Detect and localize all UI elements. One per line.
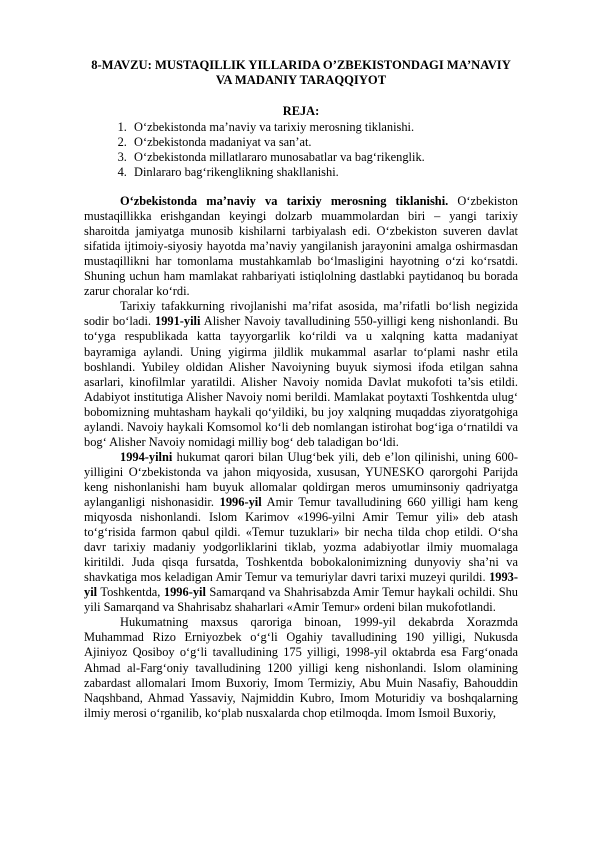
text-run: Toshkentda, [97,585,164,600]
text-run: hukumat qarori bilan Ulug‘bek yili, deb e’lon qilinishi, uning 600-yilligini O‘zbekistonda va jahon miqyosida, xususan, YUNESKO qarorgohi Parijda keng nishonlanishi ham buyuk allomalar qoldirgan meros umuminsoniy qadriyatga aylanganligi nishonasidir. [84,449,518,509]
body-text [84,194,518,721]
paragraph [84,615,518,720]
heading-run: O‘zbekistonda ma’naviy va tarixiy merosning tiklanishi. [120,194,449,209]
plan-item: 2. O‘zbekistonda madaniyat va san’at. [130,135,518,150]
text-run: Samarqand va Shahrisabzda Amir Temur haykali ochildi. Shu yili Samarqand va Shahrisabz shaharlari «Amir Temur» ordeni bilan mukofotlandi. [84,585,519,615]
bold-run: 1996-yil [163,585,206,600]
bold-run: 1991-yili [155,314,201,329]
page-title: 8-MAVZU: MUSTAQILLIK YILLARIDA O’ZBEKISTONDAGI MA’NAVIY VA MADANIY TARAQQIYOT [91,58,511,88]
bold-run: 1993-yil [84,570,518,600]
plan-list [84,120,518,180]
plan-item: 4. Dinlararo bag‘rikenglikning shakllanishi. [130,165,518,180]
plan-heading: REJA: [282,103,320,118]
paragraph [84,194,518,299]
text-run: O‘zbekiston mustaqillikka erishgandan keyingi dolzarb muammolardan biri – yangi tarixiy sharoitda jamiyatga munosib kishilarni tarbiyalash edi. O‘zbekiston suveren davlat sifatida ijtimoiy-siyosiy hayotda ma’naviy yangilanish jarayonini amalga oshirmasdan mustaqillikni har tomonlama mustahkamlab bo‘lmasligini hayotning o‘zi ko‘rsatdi. Shuning uchun ham mamlakat rahbariyati istiqlolning dastlabki paytidanoq bu borada zarur choralar ko‘rdi. [84,194,518,299]
plan-item: 1. O‘zbekistonda ma’naviy va tarixiy merosning tiklanishi. [130,120,518,135]
paragraph [84,299,518,449]
bold-run: 1994-yilni [120,449,173,464]
plan-item: 3. O‘zbekistonda millatlararo munosabatlar va bag‘rikenglik. [130,150,518,165]
bold-run: 1996-yil [219,494,262,509]
text-run: Amir Temur tavalludining 660 yilligi ham keng miqyosda nishonlandi. Islom Karimov «1996-yilni Amir Temur yili» deb atash to‘g‘risida farmon qabul qildi. «Temur tuzuklari» bir necha tilda chop etildi. O‘sha davr tarixiy madaniy yodgorliklarini tiklab, yozma adabiyotlar ilmiy muomalaga kiritildi. Juda qisqa fursatda, Toshkentda bobokalonimizning dunyoviy sha’ni va shavkatiga mos keladigan Amir Temur va temuriylar davri tarixi muzeyi qurildi. [84,494,518,585]
text-run: Hukumatning maxsus qaroriga binoan, 1999-yil dekabrda Xorazmda Muhammad Rizo Erniyozbek o‘g‘li Ogahiy tavalludining 190 yilligi, Nukusda Ajiniyoz Qosiboy o‘g‘li tavalludining 175 yilligi, 1998-yil oktabrda esa Farg‘onada Ahmad al-Farg‘oniy tavalludining 1200 yilligi keng nishonlandi. Islom olamining zabardast allomalari Imom Buxoriy, Imom Termiziy, Abu Muin Nasafiy, Bahouddin Naqshband, Ahmad Yassaviy, Najmiddin Kubro, Imom Moturidiy va boshqalarning ilmiy merosi o‘rganilib, ko‘plab nusxalarda chop etilmoqda. Imom Ismoil Buxoriy, [84,615,518,720]
paragraph [84,450,518,616]
text-run: Tarixiy tafakkurning rivojlanishi ma’rifat asosida, ma’rifatli bo‘lish negizida sodir bo‘ladi. [84,299,518,329]
text-run: Alisher Navoiy tavalludining 550-yilligi keng nishonlandi. Bu to‘yga respublikada katta tayyorgarlik ko‘rildi va u xalqning katta madaniyat bayramiga aylandi. Uning yigirma jildlik mukammal asarlar to‘plami nashr etila boshlandi. Yubiley oldidan Alisher Navoiyning buyuk siymosi ifoda etilgan sahna asarlari, kinofilmlar yaratildi. Alisher Navoiy nomida Davlat mukofoti ta’sis etildi. Adabiyot institutiga Alisher Navoiy nomi berildi. Mamlakat poytaxti Toshkentda ulug‘ bobomizning muhtasham haykali qo‘yildiki, bu joy xalqning muqaddas ziyoratgohiga aylandi. Navoiy haykali Komsomol ko‘li deb nomlangan istirohat bog‘iga o‘rnatildi va bog‘ Alisher Navoiy nomidagi milliy bog‘ deb taladigan bo‘ldi. [84,314,518,449]
